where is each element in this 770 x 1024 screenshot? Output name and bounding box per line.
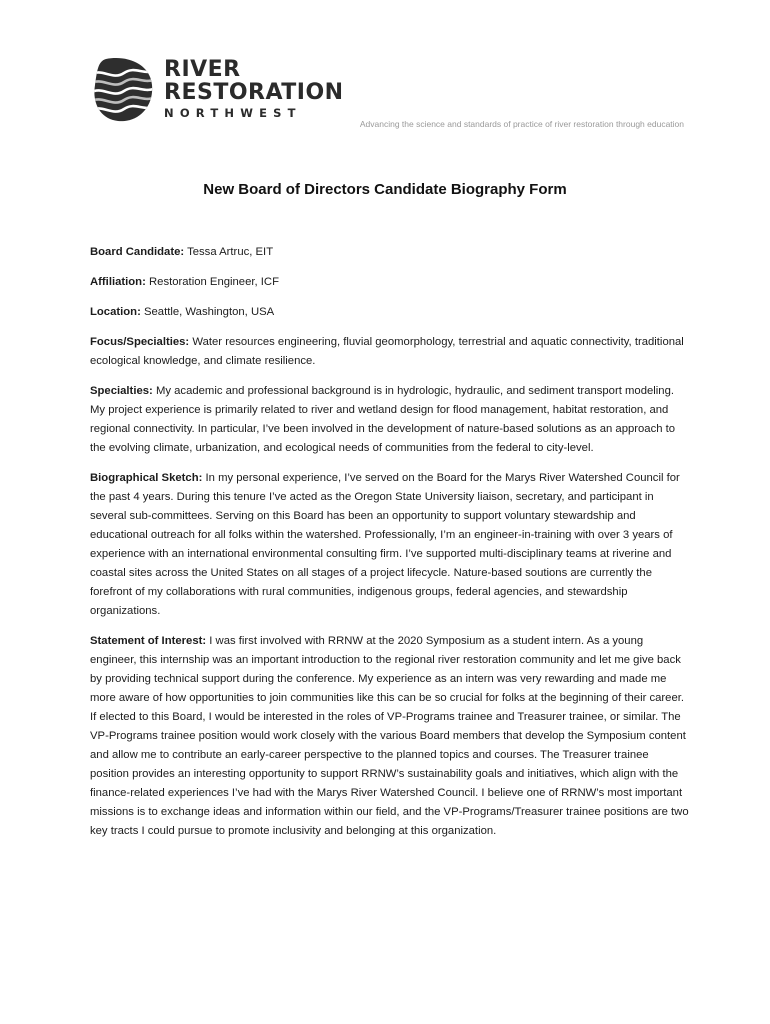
field-value: Seattle, Washington, USA (143, 306, 275, 318)
field-label: Affiliation: (90, 276, 146, 288)
brand-wordmark (164, 58, 344, 121)
page-title: New Board of Directors Candidate Biography Form (203, 181, 567, 198)
section-specialties (90, 382, 690, 458)
river-waves-logo-icon (92, 55, 154, 125)
field-label: Focus/Specialties: (90, 336, 190, 348)
field-value: Tessa Artruc, EIT (187, 246, 274, 258)
field-label: Location: (90, 306, 141, 318)
section-biographical-sketch (90, 469, 690, 621)
field-board-candidate (90, 243, 690, 262)
section-text: My academic and professional background is in hydrologic, hydraulic, and sediment transport modeling. My project experience is primarily related to river and wetland design for flood management, habitat restoration, and regional connectivity. In particular, I’ve been involved in the development of nature-based solutions as an approach to the evolving climate, urbanization, and ecological needs of communities from the federal to city-level. (90, 385, 676, 454)
field-label: Board Candidate: (90, 246, 185, 258)
brand-line-restoration: RESTORATION (164, 80, 344, 105)
field-focus-specialties (90, 333, 690, 371)
brand-line-river: RIVER (164, 57, 241, 82)
field-value: Water resources engineering, fluvial geomorphology, terrestrial and aquatic connectivity, traditional ecological knowledge, and climate resilience. (90, 336, 684, 367)
brand-line-northwest: NORTHWEST (164, 106, 302, 120)
section-label: Specialties: (90, 385, 153, 397)
page-header (0, 0, 770, 140)
tagline: Advancing the science and standards of practice of river restoration through education (359, 119, 684, 129)
section-statement-of-interest (90, 632, 690, 841)
section-label: Statement of Interest: (90, 635, 207, 647)
section-text: In my personal experience, I’ve served on the Board for the Marys River Watershed Council for the past 4 years. During this tenure I’ve acted as the Oregon State University liaison, secretary, and participant in several sub-committees. Serving on this Board has been an opportunity to support voluntary stewardship and educational outreach for all folks within the watershed. Professionally, I’m an engineer-in-training with over 3 years of experience with an international environmental consulting firm. I’ve supported multi-disciplinary teams at riverine and coastal sites across the United States on all stages of a project lifecycle. Nature-based soutions are currently the forefront of my collaborations with rural communities, indigenous groups, federal agencies, and stewardship organizations. (90, 472, 680, 617)
field-location (90, 303, 690, 322)
section-text: I was first involved with RRNW at the 2020 Symposium as a student intern. As a young engineer, this internship was an important introduction to the regional river restoration community and let me give back by providing technical support during the conference. My experience as an intern was very rewarding and made me more aware of how opportunities to join communities like this can be so crucial for folks at the beginning of their career. If elected to this Board, I would be interested in the roles of VP-Programs trainee and Treasurer trainee, or similar. The VP-Programs trainee position would work closely with the various Board members that develop the Symposium content and allow me to contribute an early-career perspective to the planned topics and courses. The Treasurer trainee position provides an interesting opportunity to support RRNW’s sustainability goals and initiatives, which align with the finance-related experiences I’ve had with the Marys River Watershed Council. I believe one of RRNW’s most important missions is to exchange ideas and information within our field, and the VP-Programs/Treasurer trainee positions are two key tracts I could pursue to promote inclusivity and belonging at this organization. (90, 635, 689, 837)
form-content (90, 243, 690, 852)
section-label: Biographical Sketch: (90, 472, 203, 484)
field-affiliation (90, 273, 690, 292)
field-value: Restoration Engineer, ICF (149, 276, 279, 288)
